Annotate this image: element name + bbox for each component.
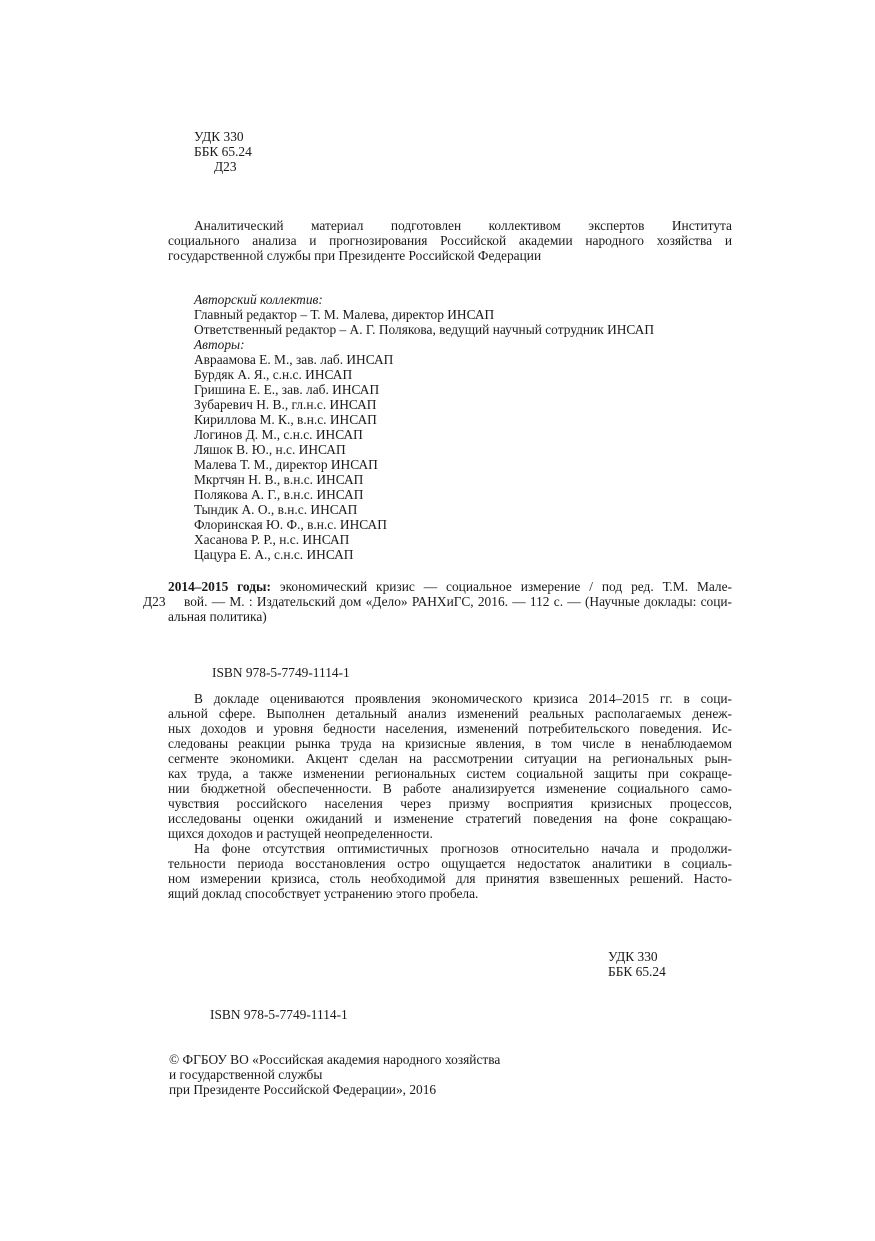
author-item: Тындик А. О., в.н.с. ИНСАП — [194, 502, 358, 517]
prepared-by-line: социального анализа и прогнозирования Российской академии народного хозяйства и — [168, 233, 732, 248]
author-item: Полякова А. Г., в.н.с. ИНСАП — [194, 487, 364, 502]
author-mark: Д23 — [214, 159, 237, 174]
author-item: Бурдяк А. Я., с.н.с. ИНСАП — [194, 367, 353, 382]
abstract-line: щихся доходов и растущей неопределенности. — [168, 826, 433, 841]
abstract — [168, 691, 732, 901]
bib-author-mark: Д23 — [143, 594, 166, 609]
author-item: Цацура Е. А., с.н.с. ИНСАП — [194, 547, 354, 562]
abstract-line: ках труда, а также изменении региональных систем социальной защиты при сокраще- — [168, 766, 732, 781]
author-item: Флоринская Ю. Ф., в.н.с. ИНСАП — [194, 517, 387, 532]
isbn-top: ISBN 978-5-7749-1114-1 — [212, 665, 350, 680]
abstract-line: следованы реакции рынка труда на кризисные явления, в том числе в ненаблюдаемом — [168, 736, 732, 751]
bbk-code: ББК 65.24 — [194, 144, 252, 159]
copyright-line: и государственной службы — [169, 1067, 323, 1082]
bibliographic-record — [168, 579, 732, 624]
author-item: Авраамова Е. М., зав. лаб. ИНСАП — [194, 352, 394, 367]
author-item: Хасанова Р. Р., н.с. ИНСАП — [194, 532, 350, 547]
author-item: Малева Т. М., директор ИНСАП — [194, 457, 378, 472]
abstract-line: нии бюджетной обеспеченности. В работе анализируется изменение социального само- — [168, 781, 732, 796]
author-item: Кириллова М. К., в.н.с. ИНСАП — [194, 412, 377, 427]
credits — [194, 292, 654, 562]
authors-heading: Авторы: — [194, 337, 245, 352]
prepared-by-line: Аналитический материал подготовлен коллективом экспертов Института — [194, 218, 732, 233]
author-item: Гришина Е. Е., зав. лаб. ИНСАП — [194, 382, 380, 397]
abstract-line: сегменте экономики. Акцент сделан на рассмотрении ситуации на региональных рын- — [168, 751, 732, 766]
abstract-line: В докладе оцениваются проявления экономического кризиса 2014–2015 гг. в соци- — [194, 691, 732, 706]
copyright-line: при Президенте Российской Федерации», 2016 — [169, 1082, 437, 1097]
classification-top — [194, 129, 252, 174]
author-item: Логинов Д. М., с.н.с. ИНСАП — [194, 427, 363, 442]
bib-line-2: вой. — М. : Издательский дом «Дело» РАНХиГС, 2016. — 112 с. — (Научные доклады: соци- — [184, 594, 732, 609]
copyright — [169, 1052, 500, 1097]
collective-heading: Авторский коллектив: — [194, 292, 323, 307]
udk-code-bottom: УДК 330 — [608, 949, 658, 964]
prepared-by-line: государственной службы при Президенте Российской Федерации — [168, 248, 542, 263]
managing-editor: Ответственный редактор – А. Г. Полякова, ведущий научный сотрудник ИНСАП — [194, 322, 655, 337]
bbk-code-bottom: ББК 65.24 — [608, 964, 666, 979]
bib-title-rest: экономический кризис — социальное измерение / под ред. Т.М. Мале- — [279, 579, 732, 594]
abstract-line: ном измерении кризиса, столь необходимой для принятия взвешенных решений. Насто- — [168, 871, 732, 886]
udk-code: УДК 330 — [194, 129, 244, 144]
abstract-line: ящий доклад способствует устранению этого пробела. — [168, 886, 479, 901]
chief-editor: Главный редактор – Т. М. Малева, директор ИНСАП — [194, 307, 495, 322]
prepared-by-paragraph — [168, 218, 732, 263]
bib-line-1 — [168, 579, 732, 594]
author-item: Зубаревич Н. В., гл.н.с. ИНСАП — [194, 397, 377, 412]
abstract-line: альной сфере. Выполнен детальный анализ изменений реальных располагаемых денеж- — [168, 706, 732, 721]
isbn-bottom: ISBN 978-5-7749-1114-1 — [210, 1007, 348, 1022]
abstract-line: чувствия российского населения через призму восприятия кризисных процессов, — [168, 796, 732, 811]
abstract-line: На фоне отсутствия оптимистичных прогнозов относительно начала и продолжи- — [194, 841, 732, 856]
author-item: Мкртчян Н. В., в.н.с. ИНСАП — [194, 472, 364, 487]
copyright-line: © ФГБОУ ВО «Российская академия народного хозяйства — [169, 1052, 501, 1067]
abstract-line: ных доходов и уровня бедности населения, изменений потребительского поведения. Ис- — [168, 721, 732, 736]
bib-title: 2014–2015 годы: — [168, 579, 271, 594]
authors-list — [194, 352, 654, 562]
abstract-line: тельности периода восстановления остро ощущается недостаток аналитики в социаль- — [168, 856, 732, 871]
classification-bottom — [608, 949, 666, 979]
bib-line-3: альная политика) — [168, 609, 267, 624]
abstract-line: исследованы оценки ожиданий и изменение стратегий поведения на фоне сокращаю- — [168, 811, 732, 826]
author-item: Ляшок В. Ю., н.с. ИНСАП — [194, 442, 346, 457]
